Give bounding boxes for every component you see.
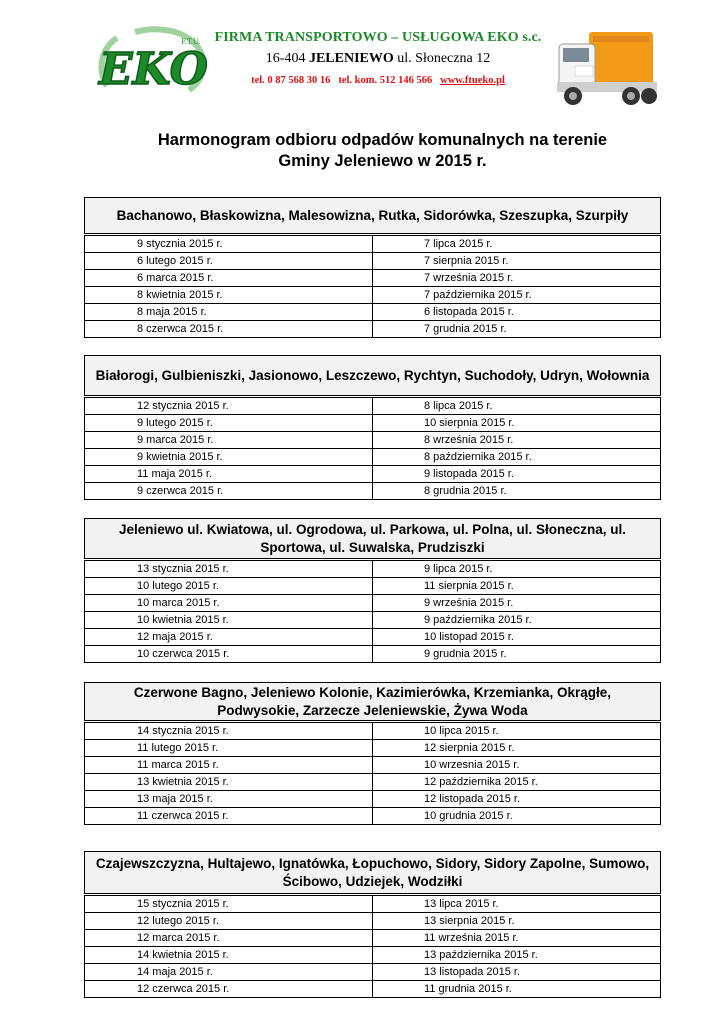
date-second-half: 11 sierpnia 2015 r. [373, 578, 661, 595]
date-second-half: 9 grudnia 2015 r. [373, 646, 661, 663]
date-first-half: 12 marca 2015 r. [85, 930, 373, 947]
date-first-half: 13 kwietnia 2015 r. [85, 774, 373, 791]
schedule-section-3 [84, 518, 661, 663]
title-line-2: Gminy Jeleniewo w 2015 r. [278, 152, 487, 170]
table-row [85, 483, 661, 500]
logo-subtext: F.T.U. [181, 38, 201, 46]
section-heading: Jeleniewo ul. Kwiatowa, ul. Ogrodowa, ul. Parkowa, ul. Polna, ul. Słoneczna, ul. Sportowa, ul. Suwalska, Prudziszki [84, 518, 661, 559]
schedule-section-5 [84, 851, 661, 998]
date-second-half: 9 lipca 2015 r. [373, 561, 661, 578]
date-first-half: 11 marca 2015 r. [85, 757, 373, 774]
table-row [85, 236, 661, 253]
schedule-section-2 [84, 355, 661, 500]
date-first-half: 6 lutego 2015 r. [85, 253, 373, 270]
date-first-half: 10 czerwca 2015 r. [85, 646, 373, 663]
date-second-half: 10 lipca 2015 r. [373, 723, 661, 740]
date-first-half: 8 kwietnia 2015 r. [85, 287, 373, 304]
date-first-half: 9 stycznia 2015 r. [85, 236, 373, 253]
date-first-half: 11 czerwca 2015 r. [85, 808, 373, 825]
table-row [85, 415, 661, 432]
date-second-half: 10 listopad 2015 r. [373, 629, 661, 646]
table-row [85, 930, 661, 947]
logo-wordmark: EKO [99, 44, 207, 95]
schedule-table [84, 560, 661, 663]
date-second-half: 10 wrzesnia 2015 r. [373, 757, 661, 774]
schedule-section-1 [84, 197, 661, 338]
table-row [85, 561, 661, 578]
date-second-half: 12 października 2015 r. [373, 774, 661, 791]
section-heading: Bachanowo, Błaskowizna, Malesowizna, Rutka, Sidorówka, Szeszupka, Szurpiły [84, 197, 661, 234]
date-first-half: 12 lutego 2015 r. [85, 913, 373, 930]
date-first-half: 9 kwietnia 2015 r. [85, 449, 373, 466]
street: ul. Słoneczna 12 [397, 51, 491, 66]
schedule-section-4 [84, 682, 661, 825]
table-row [85, 646, 661, 663]
date-first-half: 14 kwietnia 2015 r. [85, 947, 373, 964]
section-heading: Czajewszczyzna, Hultajewo, Ignatówka, Łopuchowo, Sidory, Sidory Zapolne, Sumowo, Ścibowo, Udziejek, Wodziłki [84, 851, 661, 894]
website-link[interactable]: www.ftueko.pl [440, 75, 505, 86]
schedule-table [84, 722, 661, 825]
company-name: FIRMA TRANSPORTOWO – USŁUGOWA EKO s.c. [214, 30, 542, 45]
date-second-half: 13 listopada 2015 r. [373, 964, 661, 981]
company-contact [203, 71, 553, 91]
table-row [85, 981, 661, 998]
table-row [85, 913, 661, 930]
date-first-half: 10 kwietnia 2015 r. [85, 612, 373, 629]
date-second-half: 8 października 2015 r. [373, 449, 661, 466]
date-first-half: 8 maja 2015 r. [85, 304, 373, 321]
date-first-half: 6 marca 2015 r. [85, 270, 373, 287]
date-second-half: 7 sierpnia 2015 r. [373, 253, 661, 270]
table-row [85, 270, 661, 287]
table-row [85, 723, 661, 740]
date-first-half: 14 maja 2015 r. [85, 964, 373, 981]
date-first-half: 12 stycznia 2015 r. [85, 398, 373, 415]
date-first-half: 9 czerwca 2015 r. [85, 483, 373, 500]
city: JELENIEWO [308, 51, 394, 66]
date-second-half: 11 września 2015 r. [373, 930, 661, 947]
date-first-half: 9 marca 2015 r. [85, 432, 373, 449]
date-second-half: 7 lipca 2015 r. [373, 236, 661, 253]
date-second-half: 7 września 2015 r. [373, 270, 661, 287]
table-row [85, 287, 661, 304]
date-second-half: 12 listopada 2015 r. [373, 791, 661, 808]
garbage-truck-image [553, 24, 663, 110]
table-row [85, 578, 661, 595]
date-second-half: 11 grudnia 2015 r. [373, 981, 661, 998]
schedule-table [84, 895, 661, 998]
table-row [85, 629, 661, 646]
date-first-half: 8 czerwca 2015 r. [85, 321, 373, 338]
table-row [85, 612, 661, 629]
date-second-half: 13 lipca 2015 r. [373, 896, 661, 913]
title-line-1: Harmonogram odbioru odpadów komunalnych na terenie [157, 131, 608, 149]
date-second-half: 13 października 2015 r. [373, 947, 661, 964]
date-first-half: 11 maja 2015 r. [85, 466, 373, 483]
table-row [85, 449, 661, 466]
date-second-half: 9 listopada 2015 r. [373, 466, 661, 483]
date-first-half: 14 stycznia 2015 r. [85, 723, 373, 740]
date-second-half: 7 października 2015 r. [373, 287, 661, 304]
table-row [85, 774, 661, 791]
company-info [203, 28, 553, 91]
section-heading: Białorogi, Gulbieniszki, Jasionowo, Leszczewo, Rychtyn, Suchodoły, Udryn, Wołownia [84, 355, 661, 396]
date-first-half: 13 stycznia 2015 r. [85, 561, 373, 578]
date-first-half: 12 maja 2015 r. [85, 629, 373, 646]
date-first-half: 11 lutego 2015 r. [85, 740, 373, 757]
date-second-half: 8 lipca 2015 r. [373, 398, 661, 415]
table-row [85, 964, 661, 981]
date-second-half: 8 września 2015 r. [373, 432, 661, 449]
phone: tel. 0 87 568 30 16 [251, 75, 331, 86]
table-row [85, 896, 661, 913]
schedule-table [84, 235, 661, 338]
date-first-half: 10 lutego 2015 r. [85, 578, 373, 595]
date-second-half: 7 grudnia 2015 r. [373, 321, 661, 338]
table-row [85, 321, 661, 338]
date-second-half: 9 października 2015 r. [373, 612, 661, 629]
date-first-half: 12 czerwca 2015 r. [85, 981, 373, 998]
schedule-table [84, 397, 661, 500]
date-first-half: 15 stycznia 2015 r. [85, 896, 373, 913]
date-second-half: 10 sierpnia 2015 r. [373, 415, 661, 432]
company-logo [95, 26, 207, 102]
date-second-half: 9 września 2015 r. [373, 595, 661, 612]
table-row [85, 398, 661, 415]
mobile-phone: tel. kom. 512 146 566 [338, 75, 433, 86]
section-heading: Czerwone Bagno, Jeleniewo Kolonie, Kazimierówka, Krzemianka, Okrągłe, Podwysokie, Zarzecze Jeleniewskie, Żywa Woda [84, 682, 661, 721]
document-title [60, 130, 705, 172]
table-row [85, 791, 661, 808]
company-address [203, 48, 553, 70]
date-second-half: 8 grudnia 2015 r. [373, 483, 661, 500]
date-second-half: 13 sierpnia 2015 r. [373, 913, 661, 930]
table-row [85, 740, 661, 757]
table-row [85, 304, 661, 321]
postal-code: 16-404 [265, 51, 306, 66]
table-row [85, 595, 661, 612]
date-first-half: 9 lutego 2015 r. [85, 415, 373, 432]
date-second-half: 6 listopada 2015 r. [373, 304, 661, 321]
table-row [85, 808, 661, 825]
date-second-half: 10 grudnia 2015 r. [373, 808, 661, 825]
table-row [85, 757, 661, 774]
date-first-half: 10 marca 2015 r. [85, 595, 373, 612]
table-row [85, 466, 661, 483]
table-row [85, 947, 661, 964]
date-second-half: 12 sierpnia 2015 r. [373, 740, 661, 757]
date-first-half: 13 maja 2015 r. [85, 791, 373, 808]
table-row [85, 253, 661, 270]
table-row [85, 432, 661, 449]
